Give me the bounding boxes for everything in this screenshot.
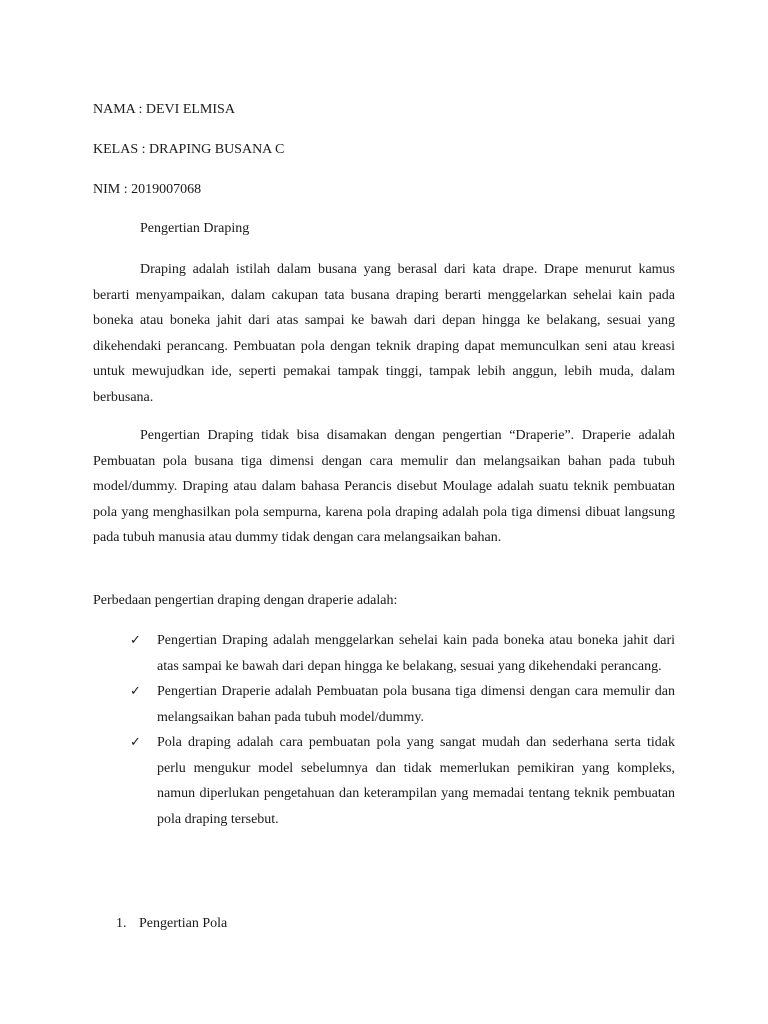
student-class: KELAS : DRAPING BUSANA C <box>93 142 285 157</box>
comparison-intro: Perbedaan pengertian draping dengan draperie adalah: <box>93 593 398 608</box>
list-item-text: Pola draping adalah cara pembuatan pola yang sangat mudah dan sederhana serta tidak perlu mengukur model sebelumnya dan tidak memerlukan pemikiran yang kompleks, namun diperlukan pengetahuan dan keterampilan yang memadai tentang teknik pembuatan pola draping tersebut. <box>157 735 675 827</box>
list-item <box>130 679 675 730</box>
list-item-text: Pengertian Draping adalah menggelarkan sehelai kain pada boneka atau boneka jahit dari atas sampai ke bawah dari depan hingga ke belakang, sesuai yang dikehendaki perancang. <box>157 633 675 674</box>
checkmark-icon: ✓ <box>130 684 141 699</box>
student-id: NIM : 2019007068 <box>93 182 202 197</box>
comparison-checklist <box>130 628 675 832</box>
paragraph-draping-definition: Draping adalah istilah dalam busana yang berasal dari kata drape. Drape menurut kamus berarti menyampaikan, dalam cakupan tata busana draping berarti menggelarkan sehelai kain pada boneka atau boneka jahit dari atas sampai ke bawah dari depan hingga ke belakang, sesuai yang dikehendaki perancang. Pembuatan pola dengan teknik draping dapat memunculkan seni atau kreasi untuk mewujudkan ide, seperti pemakai tampak tinggi, tampak lebih anggun, lebih muda, dalam berbusana. <box>93 262 675 405</box>
paragraph-draperie-comparison: Pengertian Draping tidak bisa disamakan dengan pengertian “Draperie”. Draperie adalah Pembuatan pola busana tiga dimensi dengan cara memulir dan melangsaikan bahan pada tubuh model/dummy. Draping atau dalam bahasa Perancis disebut Moulage adalah suatu teknik pembuatan pola yang menghasilkan pola sempurna, karena pola draping adalah pola tiga dimensi dibuat langsung pada tubuh manusia atau dummy tidak dengan cara melangsaikan bahan. <box>93 428 675 545</box>
list-item <box>130 730 675 832</box>
section-title: Pengertian Draping <box>140 221 250 236</box>
checkmark-icon: ✓ <box>130 735 141 750</box>
list-item <box>130 628 675 679</box>
list-number: 1. <box>116 916 127 931</box>
list-item-text: Pengertian Draperie adalah Pembuatan pola busana tiga dimensi dengan cara memulir dan melangsaikan bahan pada tubuh model/dummy. <box>157 684 675 725</box>
student-name: NAMA : DEVI ELMISA <box>93 102 235 117</box>
numbered-heading-text: Pengertian Pola <box>139 916 228 931</box>
numbered-heading <box>116 914 227 934</box>
checkmark-icon: ✓ <box>130 633 141 648</box>
